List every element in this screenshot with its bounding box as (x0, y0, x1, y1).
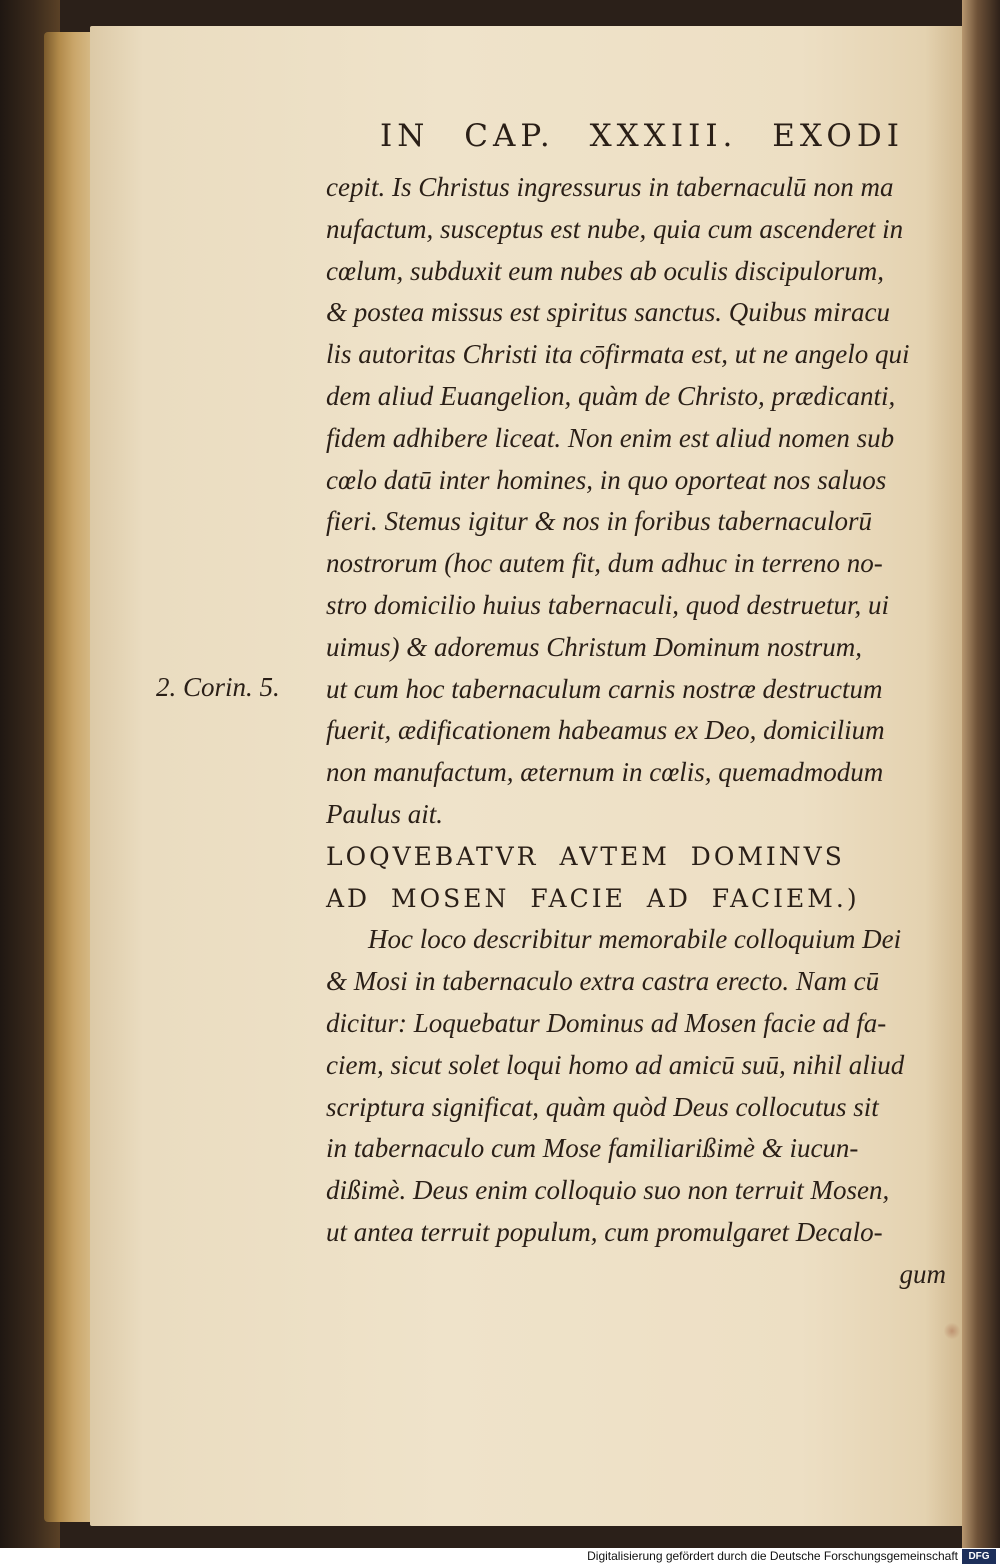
text-line: cepit. Is Christus ingressurus in tabernaculū non ma (326, 172, 894, 202)
text-line: & postea missus est spiritus sanctus. Quibus miracu (326, 297, 891, 328)
text-line: ciem, sicut solet loqui homo ad amicū suū, nihil aliud (326, 1049, 905, 1080)
running-head: IN CAP. XXXIII. EXODI (380, 118, 904, 154)
text-line: cœlum, subduxit eum nubes ab oculis discipulorum, (326, 255, 884, 286)
catchword: gum (899, 1258, 946, 1289)
margin-note: 2. Corin. 5. (156, 672, 280, 702)
text-line: dißimè. Deus enim colloquio suo non terruit Mosen, (326, 1175, 890, 1206)
text-line: nostrorum (hoc autem fit, dum adhuc in terreno no- (326, 548, 883, 579)
page-fore-edge (44, 32, 94, 1522)
text-line: Paulus ait. (326, 798, 444, 829)
text-line: lis autoritas Christi ita cōfirmata est, ut ne angelo qui (326, 339, 910, 370)
text-line: ut antea terruit populum, cum promulgaret Decalo- (326, 1216, 883, 1247)
text-line: fidem adhibere liceat. Non enim est aliud nomen sub (326, 422, 895, 453)
text-line: nufactum, susceptus est nube, quia cum ascenderet in (326, 213, 904, 244)
text-line: non manufactum, æternum in cœlis, quemadmodum (326, 757, 884, 788)
text-line: scriptura significat, quàm quòd Deus collocutus sit (326, 1091, 879, 1122)
text-line: dem aliud Euangelion, quàm de Christo, prædicanti, (326, 380, 896, 411)
book-gutter (962, 0, 1000, 1548)
text-line: stro domicilio huius tabernaculi, quod destruetur, ui (326, 589, 889, 620)
text-line: fuerit, ædificationem habeamus ex Deo, domicilium (326, 715, 885, 746)
dfg-logo: DFG (962, 1549, 996, 1564)
body-text (326, 167, 950, 1296)
paper-stain (944, 1322, 960, 1340)
text-line: dicitur: Loquebatur Dominus ad Mosen facie ad fa- (326, 1007, 887, 1038)
section-heading-line: AD MOSEN FACIE AD FACIEM.) (326, 883, 860, 913)
text-line: uimus) & adoremus Christum Dominum nostrum, (326, 631, 863, 662)
funding-credit: Digitalisierung gefördert durch die Deutsche Forschungsgemeinschaft (587, 1549, 958, 1563)
text-line: & Mosi in tabernaculo extra castra erecto. Nam cū (326, 966, 880, 997)
digitization-footer (0, 1548, 1000, 1566)
text-line: cœlo datū inter homines, in quo oporteat nos saluos (326, 464, 887, 495)
text-line: ut cum hoc tabernaculum carnis nostræ destructum (326, 673, 883, 704)
section-heading-line: LOQVEBATVR AVTEM DOMINVS (326, 841, 845, 871)
text-line: Hoc loco describitur memorabile colloquium Dei (368, 924, 902, 955)
text-line: in tabernaculo cum Mose familiarißimè & iucun- (326, 1133, 859, 1164)
text-line: fieri. Stemus igitur & nos in foribus tabernaculorū (326, 506, 873, 537)
